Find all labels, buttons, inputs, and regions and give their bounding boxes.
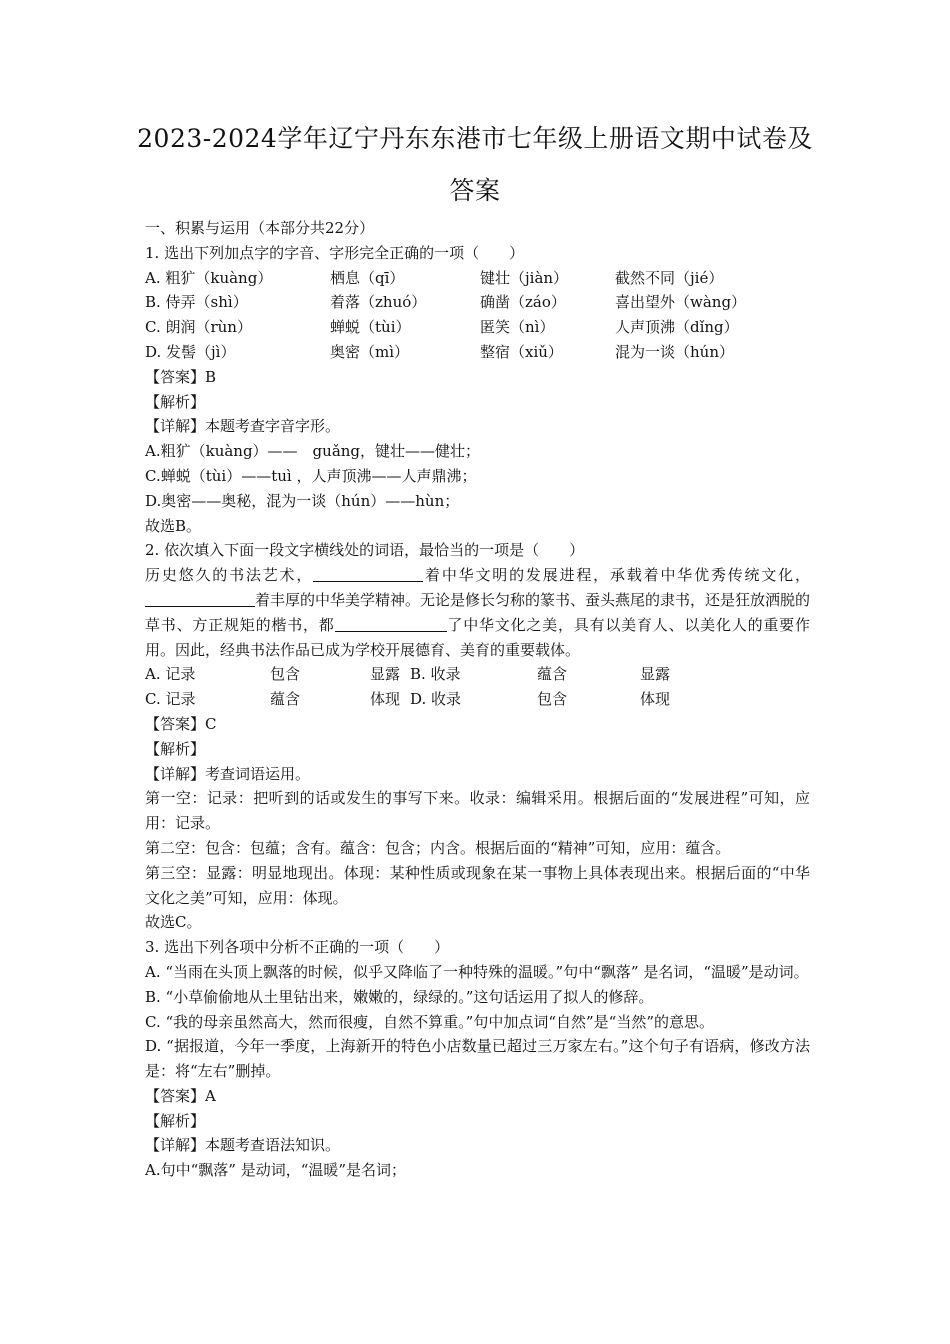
q1-d-1: D. 发髻（jì） [145, 342, 236, 361]
q2-b-3: 显露 [640, 665, 671, 684]
q2-detail-line: 第一空：记录：把听到的话或发生的事写下来。收录：编辑采用。根据后面的“发展进程”可知，应用：记录。 [145, 789, 810, 833]
q2-analysis: 【解析】 [145, 739, 206, 758]
q3-option-b: B. “小草偷偷地从土里钻出来，嫩嫩的，绿绿的。”这句话运用了拟人的修辞。 [145, 987, 654, 1006]
q1-stem: 1. 选出下列加点字的字音、字形完全正确的一项（ ） [145, 243, 525, 262]
q2-d-2: 包含 [537, 690, 568, 709]
q2-d-1: D. 收录 [410, 690, 462, 709]
q1-detail-line: C.蝉蜕（tùi）——tuì ，人声顶沸——人声鼎沸； [145, 466, 477, 485]
q2-a-1: A. 记录 [145, 665, 196, 684]
q1-option-a [145, 266, 810, 291]
q1-option-c [145, 315, 810, 340]
q1-d-4: 混为一谈（hún） [615, 342, 734, 361]
q1-c-2: 蝉蜕（tùi） [330, 318, 411, 337]
q3-detail-line: A.句中“飘落” 是动词，“温暖”是名词； [145, 1161, 407, 1180]
q3-stem: 3. 选出下列各项中分析不正确的一项（ ） [145, 938, 450, 957]
q2-blank-1 [313, 565, 423, 582]
q1-conclusion: 故选B。 [145, 516, 202, 535]
q1-detail-line: A.粗犷（kuàng）—— guǎng，键壮——健壮； [145, 442, 481, 461]
q2-passage-part4: 了中华文化之美，具有以美育人、以美化人的重要作用。因此，经典书法作品已成为学校开展德育、美育的重要载体。 [145, 615, 810, 659]
q1-b-4: 喜出望外（wàng） [615, 293, 747, 312]
q2-c-1: C. 记录 [145, 690, 196, 709]
q2-answer: 【答案】C [145, 714, 217, 733]
q2-passage-part1: 历史悠久的书法艺术， [145, 566, 314, 585]
document-title-line1: 2023-2024学年辽宁丹东东港市七年级上册语文期中试卷及 [137, 124, 813, 153]
q1-c-3: 匿笑（nì） [480, 318, 555, 337]
q1-detail: 【详解】本题考查字音字形。 [145, 417, 341, 436]
q2-detail: 【详解】考查词语运用。 [145, 764, 311, 783]
q1-b-3: 确凿（záo） [480, 293, 566, 312]
q1-d-3: 整宿（xiǔ） [480, 342, 563, 361]
q2-d-3: 体现 [640, 690, 671, 709]
q1-a-1: A. 粗犷（kuàng） [145, 268, 273, 287]
q2-a-2: 包含 [270, 665, 301, 684]
q1-c-1: C. 朗润（rùn） [145, 318, 252, 337]
q2-passage-part2: 着中华文明的发展进程，承载着中华优秀传统文化， [423, 566, 810, 585]
q2-options-row2 [145, 687, 810, 712]
q3-option-d: D. “据报道，今年一季度，上海新开的特色小店数量已超过三万家左右。”这个句子有语病，修改方法是：将“左右”删掉。 [145, 1037, 810, 1081]
document-title-line2: 答案 [449, 176, 501, 205]
q2-passage-part3: 着丰厚的中华美学精神。无论是修长匀称的篆书、蚕头燕尾的隶书，还是狂放洒脱的草书、方正规矩的楷书，都 [145, 590, 811, 634]
q1-analysis: 【解析】 [145, 392, 206, 411]
q2-a-3: 显露 [370, 665, 401, 684]
q2-detail-line: 第三空：显露：明显地现出。体现：某种性质或现象在某一事物上具体表现出来。根据后面的“中华文化之美”可知，应用：体现。 [145, 863, 810, 907]
q3-option-c: C. “我的母亲虽然高大，然而很瘦，自然不算重。”句中加点词“自然”是“当然”的意思。 [145, 1012, 714, 1031]
q2-passage [145, 563, 810, 662]
q2-b-1: B. 收录 [410, 665, 461, 684]
q1-d-2: 奥密（mì） [330, 342, 410, 361]
q1-a-3: 键壮（jiàn） [480, 268, 569, 287]
q1-a-4: 截然不同（jié） [615, 268, 724, 287]
q1-b-2: 着落（zhuó） [330, 293, 427, 312]
q2-stem: 2. 依次填入下面一段文字横线处的词语，最恰当的一项是（ ） [145, 541, 585, 560]
q1-b-1: B. 侍弄（shì） [145, 293, 248, 312]
q2-conclusion: 故选C。 [145, 913, 202, 932]
q3-detail: 【详解】本题考查语法知识。 [145, 1136, 341, 1155]
q2-c-2: 蕴含 [270, 690, 301, 709]
q1-answer: 【答案】B [145, 367, 217, 386]
q2-options-row1 [145, 662, 810, 687]
q1-detail-line: D.奥密——奥秘，混为一谈（hún）——hùn； [145, 491, 460, 510]
q1-option-b [145, 290, 810, 315]
q1-a-2: 栖息（qī） [330, 268, 405, 287]
q3-analysis: 【解析】 [145, 1111, 206, 1130]
q2-blank-2 [145, 590, 255, 607]
q1-option-d [145, 340, 810, 365]
q2-blank-3 [335, 615, 447, 632]
q1-c-4: 人声顶沸（dǐng） [615, 318, 739, 337]
section-heading: 一、积累与运用（本部分共22分） [145, 219, 375, 237]
q2-c-3: 体现 [370, 690, 401, 709]
q2-b-2: 蕴含 [537, 665, 568, 684]
document-body [145, 216, 810, 1183]
q2-detail-line: 第二空：包含：包蕴；含有。蕴含：包含；内含。根据后面的“精神”可知，应用：蕴含。 [145, 838, 731, 857]
q3-option-a: A. “当雨在头顶上飘落的时候，似乎又降临了一种特殊的温暖。”句中“飘落” 是名词，“温暖”是动词。 [145, 962, 809, 981]
q3-answer: 【答案】A [145, 1086, 216, 1105]
